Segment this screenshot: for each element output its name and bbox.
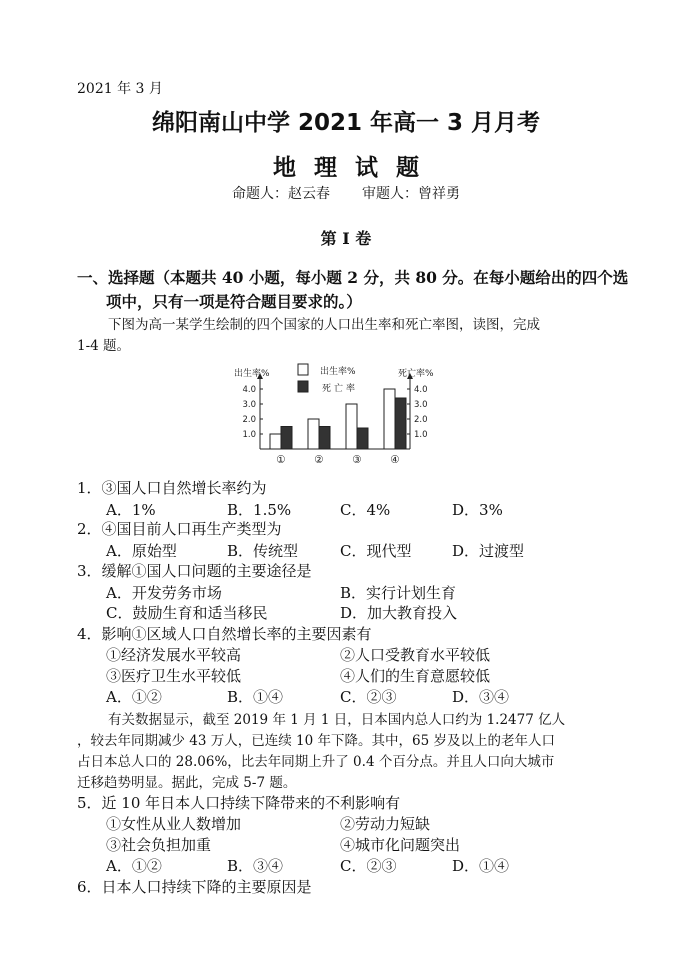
left-tick-label: 2.0: [242, 415, 256, 425]
category-label: ③: [352, 454, 362, 466]
right-tick-label: 3.0: [414, 400, 428, 410]
question-5-stem: 5．近 10 年日本人口持续下降带来的不利影响有: [77, 794, 401, 812]
question-1-option-d: D．3%: [452, 501, 503, 519]
bar-birth: [384, 389, 395, 449]
intro1-line1: 下图为高一某学生绘制的四个国家的人口出生率和死亡率图，读图，完成: [108, 317, 540, 333]
left-tick-label: 3.0: [242, 400, 256, 410]
question-4-stem: 4．影响①区域人口自然增长率的主要因素有: [77, 625, 372, 643]
question-4-item-4: ④人们的生育意愿较低: [340, 667, 491, 685]
question-1-option-b: B．1.5%: [227, 501, 292, 519]
question-4-option-a: A．①②: [106, 688, 162, 706]
question-5-item-4: ④城市化问题突出: [340, 836, 461, 854]
bar-death: [319, 427, 330, 450]
bar-death: [395, 398, 406, 449]
question-2-option-d: D．过渡型: [452, 542, 525, 560]
question-3-stem: 3．缓解①国人口问题的主要途径是: [77, 562, 312, 580]
question-4-item-3: ③医疗卫生水平较低: [106, 667, 242, 685]
question-5-item-1: ①女性从业人数增加: [106, 815, 242, 833]
question-2-option-b: B．传统型: [227, 542, 299, 560]
question-2-option-a: A．原始型: [106, 542, 177, 560]
question-3-option-c: C．鼓励生育和适当移民: [106, 604, 268, 622]
right-tick-label: 4.0: [414, 385, 428, 395]
bar-birth: [346, 404, 357, 449]
section-heading-line2: 项中，只有一项是符合题目要求的。）: [106, 292, 362, 311]
category-label: ②: [314, 454, 324, 466]
question-5-option-c: C．②③: [340, 857, 397, 875]
right-axis-label: 死亡率%: [398, 369, 434, 379]
bar-birth: [308, 419, 319, 449]
left-tick-label: 1.0: [242, 430, 256, 440]
question-6-stem: 6．日本人口持续下降的主要原因是: [77, 878, 312, 896]
left-axis-label: 出生率%: [234, 369, 270, 379]
bar-birth: [270, 434, 281, 449]
intro1-line2: 1-4 题。: [77, 338, 131, 354]
question-4-item-1: ①经济发展水平较高: [106, 646, 242, 664]
right-tick-label: 2.0: [414, 415, 428, 425]
question-2-option-c: C．现代型: [340, 542, 412, 560]
question-1-option-a: A．1%: [106, 501, 156, 519]
question-4-option-b: B．①④: [227, 688, 284, 706]
bar-death: [281, 427, 292, 450]
intro2-line1: 有关数据显示，截至 2019 年 1 月 1 日，日本国内总人口约为 1.2477 亿人: [108, 712, 566, 728]
exam-authors: [0, 183, 692, 203]
question-3-option-b: B．实行计划生育: [340, 584, 457, 602]
question-5-option-d: D．①④: [452, 857, 510, 875]
bar-death: [357, 428, 368, 449]
question-4-item-2: ②人口受教育水平较低: [340, 646, 491, 664]
question-3-option-a: A．开发劳务市场: [106, 584, 222, 602]
left-tick-label: 4.0: [242, 385, 256, 395]
section-heading-line1: 一、选择题（本题共 40 小题，每小题 2 分，共 80 分。在每小题给出的四个选: [77, 268, 629, 287]
question-5-option-a: A．①②: [106, 857, 162, 875]
question-1-option-c: C．4%: [340, 501, 391, 519]
exam-date: 2021 年 3 月: [77, 81, 163, 97]
question-5-item-2: ②劳动力短缺: [340, 815, 431, 833]
intro2-line2: ，较去年同期减少 43 万人，已连续 10 年下降。其中，65 岁及以上的老年人口: [77, 733, 555, 749]
intro2-line4: 迁移趋势明显。据此，完成 5-7 题。: [77, 775, 297, 791]
question-4-option-c: C．②③: [340, 688, 397, 706]
question-4-option-d: D．③④: [452, 688, 510, 706]
author: 命题人：赵云春: [232, 186, 330, 202]
question-5-option-b: B．③④: [227, 857, 284, 875]
intro2-line3: 占日本总人口的 28.06%，比去年同期上升了 0.4 个百分点。并且人口向大城市: [77, 754, 555, 770]
legend-swatch-death: [298, 381, 308, 392]
question-3-option-d: D．加大教育投入: [340, 604, 458, 622]
legend-swatch-birth: [298, 364, 308, 375]
question-1-stem: 1．③国人口自然增长率约为: [77, 479, 267, 497]
exam-title: 绵阳南山中学 2021 年高一 3 月月考: [151, 110, 541, 136]
reviewer: 审题人：曾祥勇: [362, 186, 460, 202]
birth-death-chart: [228, 362, 468, 474]
volume-heading: 第 I 卷: [320, 229, 372, 248]
category-label: ④: [390, 454, 400, 466]
exam-subject: 地理试题: [273, 154, 437, 181]
legend-label-death: 死亡率: [322, 384, 359, 394]
question-2-stem: 2．④国目前人口再生产类型为: [77, 520, 282, 538]
category-label: ①: [276, 454, 286, 466]
right-tick-label: 1.0: [414, 430, 428, 440]
question-5-item-3: ③社会负担加重: [106, 836, 212, 854]
legend-label-birth: 出生率%: [320, 367, 356, 377]
